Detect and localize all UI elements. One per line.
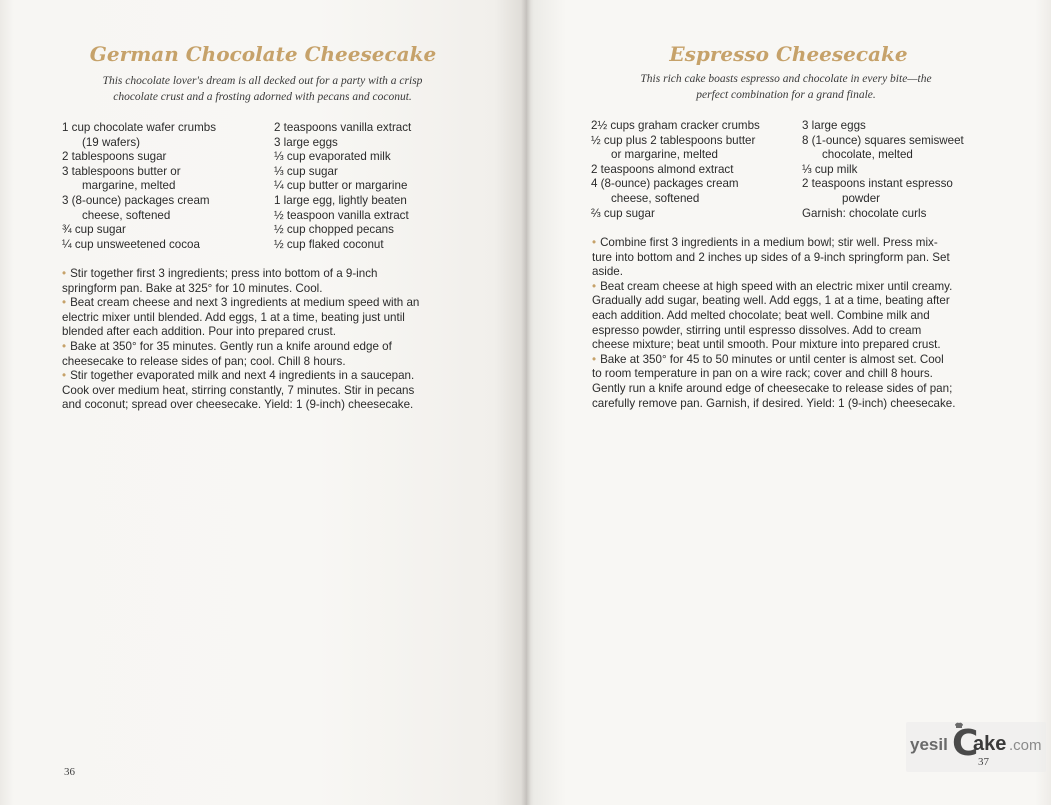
left-ingredients-col1: [62, 121, 216, 252]
bullet-icon: •: [62, 296, 67, 310]
ingredient: ⅓ cup sugar: [274, 164, 338, 178]
ingredient: ⅓ cup milk: [802, 162, 858, 176]
step: • Combine first 3 ingredients in a medium bowl; stir well. Press mix- ture into bottom and 2 inches up sides of a 9-inch springform pan. Set aside.: [592, 236, 950, 279]
right-page-number: 37: [978, 756, 989, 768]
ingredient: ½ cup chopped pecans: [274, 223, 394, 237]
step: • Stir together first 3 ingredients; press into bottom of a 9-inch springform pan. Bake at 325° for 10 minutes. Cool.: [62, 267, 378, 295]
left-page-number: 36: [64, 766, 75, 778]
left-ingredients-col2: [274, 121, 411, 252]
right-ingredients-col2: [802, 119, 964, 221]
bullet-icon: •: [62, 369, 67, 383]
ingredient: 8 (1-ounce) squares semisweet chocolate, melted: [802, 133, 964, 162]
ingredient: ½ teaspoon vanilla extract: [274, 208, 409, 222]
right-ingredients-col1: [591, 119, 760, 221]
right-recipe-title: Espresso Cheesecake: [669, 42, 908, 66]
watermark-text-part2: ake: [973, 733, 1007, 755]
bullet-icon: •: [592, 352, 597, 366]
ingredient: Garnish: chocolate curls: [802, 206, 927, 220]
watermark-text-part3: .com: [1009, 737, 1042, 754]
ingredient: ¼ cup butter or margarine: [274, 179, 408, 193]
bullet-icon: •: [62, 267, 67, 280]
right-recipe-subtitle: This rich cake boasts espresso and chocolate in every bite—the perfect combination for a grand finale.: [640, 73, 932, 101]
ingredient: 2 teaspoons almond extract: [591, 162, 734, 176]
bullet-icon: •: [62, 339, 67, 353]
ingredient: 4 (8-ounce) packages cream cheese, softened: [591, 177, 739, 205]
ingredient: 2 tablespoons sugar: [62, 150, 167, 164]
ingredient: 3 tablespoons butter or margarine, melted: [62, 164, 181, 193]
watermark-logo: [906, 722, 1046, 772]
ingredient: 3 (8-ounce) packages cream cheese, softened: [62, 193, 210, 222]
step: • Stir together evaporated milk and next 4 ingredients in a saucepan. Cook over medium heat, stirring constantly, 7 minutes. Stir in pecans and coconut; spread over cheesecake. Yield: 1 (9-inch) cheesecake.: [62, 369, 415, 412]
ingredient: 2 teaspoons vanilla extract: [274, 121, 412, 134]
step: • Bake at 350° for 45 to 50 minutes or until center is almost set. Cool to room temperature in pan on a wire rack; cover and chill 8 hours. Gently run a knife around edge of cheesecake to release sides of pan; carefully remove pan. Garnish, if desired. Yield: 1 (9-inch) cheesecake.: [592, 352, 956, 410]
ingredient: ½ cup flaked coconut: [274, 237, 384, 251]
left-recipe-title: German Chocolate Cheesecake: [89, 42, 437, 66]
right-steps: [592, 236, 955, 411]
ingredient: 3 large eggs: [802, 119, 866, 132]
ingredient: ⅔ cup sugar: [591, 206, 655, 220]
right-page: [526, 0, 1051, 805]
left-steps: [62, 267, 419, 413]
step: • Beat cream cheese at high speed with an electric mixer until creamy. Gradually add sugar, beating well. Add eggs, 1 at a time, beating after each addition. Add melted chocolate; beat well. Combine milk and espresso powder, stirring until espresso dissolves. Add to cream cheese mixture; beat until smooth. Pour mixture into prepared crust.: [592, 279, 953, 352]
ingredient: 2½ cups graham cracker crumbs: [591, 119, 760, 132]
watermark-text-c: C: [952, 723, 979, 764]
ingredient: 3 large eggs: [274, 135, 338, 149]
ingredient: ¾ cup sugar: [62, 223, 126, 237]
ingredient: 2 teaspoons instant espresso powder: [802, 177, 953, 205]
ingredient: 1 large egg, lightly beaten: [274, 193, 407, 207]
step: • Bake at 350° for 35 minutes. Gently run a knife around edge of cheesecake to release sides of pan; cool. Chill 8 hours.: [62, 339, 392, 368]
ingredient: ¼ cup unsweetened cocoa: [62, 237, 200, 251]
ingredient: ½ cup plus 2 tablespoons butter or margarine, melted: [591, 133, 756, 162]
ingredient: ⅓ cup evaporated milk: [274, 150, 391, 164]
watermark-text-part1: yesil: [910, 735, 948, 754]
step: • Beat cream cheese and next 3 ingredients at medium speed with an electric mixer until blended. Add eggs, 1 at a time, beating just until blended after each addition. Pour into prepared crust.: [62, 296, 420, 339]
bullet-icon: •: [592, 236, 597, 249]
left-recipe-subtitle: This chocolate lover's dream is all decked out for a party with a crisp chocolate crust and a frosting adorned with pecans and coconut.: [102, 75, 423, 103]
bullet-icon: •: [592, 279, 597, 293]
ingredient: 1 cup chocolate wafer crumbs (19 wafers): [62, 121, 217, 149]
book-gutter: [521, 0, 531, 805]
